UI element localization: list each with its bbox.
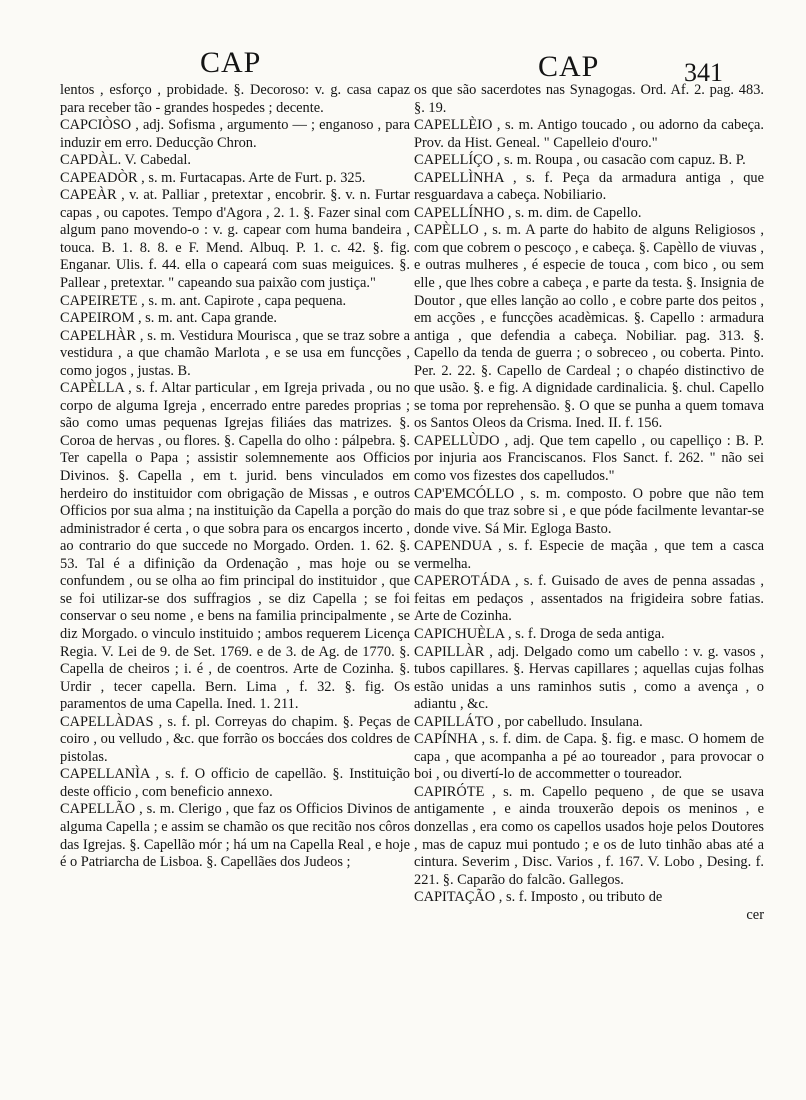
entry-paragraph: CAPCIÒSO , adj. Sofisma , argumento — ; enganoso , para induzir em erro. Deducção Chron. [60,117,410,151]
right-column [414,82,764,924]
catchword: cer [746,906,764,923]
entry-paragraph: CAPEIROM , s. m. ant. Capa grande. [60,310,278,327]
entry-paragraph: CAPICHUÈLA , s. f. Droga de seda antiga. [414,625,665,642]
entry-paragraph: CAPELLÃO , s. m. Clerigo , que faz os Officios Divinos de alguma Capella ; e assim se chamão os que recitão nos côros das Igrejas. §. Capellão mór ; há um na Capella Real , e hoje é o Patriarcha de Lisboa. §. Capellães dos Judeos ; [60,801,410,871]
entry-paragraph: CAPILLÀR , adj. Delgado como um cabello : v. g. vasos , tubos capillares. §. Hervas capillares ; aquellas cujas folhas estão unidas a uns raminhos sutis , como a avença , o adiantu , &c. [414,643,764,713]
left-column [60,82,410,872]
entry-paragraph: CAPELLÙDO , adj. Que tem capello , ou capelliço : B. P. por injuria aos Franciscanos. Flos Sanct. f. 262. " não sei como vos fizestes dos capelludos." [414,432,764,485]
entry-paragraph: CAPELLÌNHA , s. f. Peça da armadura antiga , que resguardava a cabeça. Nobiliario. [414,169,764,204]
entry-paragraph: CAPELHÀR , s. m. Vestidura Mourisca , que se traz sobre a vestidura , a que chamão Marlota , e se usa em funcções , como jogos , justas. B. [60,327,410,379]
entry-paragraph: CAPIRÓTE , s. m. Capello pequeno , de que se usava antigamente , e ainda trouxerão depois os meninos , e donzellas , era como os capellos usados hoje pelos Doutores , mas de capuz mui pontudo ; e os de luto tinhão abas até a cintura. Severim , Disc. Varios , f. 167. V. Lobo , Desing. f. 221. §. Caparão do falcão. Gallegos. [414,783,764,888]
entry-paragraph: lentos , esforço , probidade. §. Decoroso: v. g. casa capaz para receber tão - grandes hospedes ; decente. [60,82,410,116]
entry-paragraph: CAP'EMCÓLLO , s. m. composto. O pobre que não tem mais do que traz sobre si , e que póde facilmente levantar-se donde vive. Sá Mir. Egloga Basto. [414,485,764,537]
entry-paragraph: CAPÈLLO , s. m. A parte do habito de alguns Religiosos , com que cobrem o pescoço , e cabeça. §. Capèllo de viuvas , e outras mulheres , é especie de touca , com bico , ou sem elle , que lhes cobre a cabeça , e parte da testa. §. Insignia de Doutor , que elles lanção ao collo , e cobre parte dos peitos , em acções , e funcções acadèmicas. §. Capello : armadura antiga , que defendia a cabeça. Nobiliar. pag. 313. §. Capello da tenda de guerra ; o sobreceo , ou coberta. Pinto. Per. 2. 22. §. Capello de Cardeal ; o chapéo distinctivo de que usão. §. e fig. A dignidade cardinalicia. §. chul. Capello se toma por reprehensão. §. O que se punha a quem tomava os Santos Oleos da Crisma. Ined. II. f. 156. [414,222,764,432]
entry-paragraph: CAPITAÇÃO , s. f. Imposto , ou tributo de [414,889,663,906]
entry-paragraph: CAPILLÁTO , por cabelludo. Insulana. [414,713,643,730]
entry-paragraph: CAPEÀR , v. at. Palliar , pretextar , encobrir. §. v. n. Furtar capas , ou capotes. Tempo d'Agora , 2. 1. §. Fazer sinal com algum pano movendo-o : v. g. capear com huma bandeira , touca. B. 1. 8. 8. e F. Mend. Albuq. P. 1. c. 42. §. fig. Enganar. Ulis. f. 44. ella o capeará com suas meiguices. §. Pallear , pretextar. " capeando sua paixão com justiça." [60,187,410,292]
header-right-word: CAP [538,50,600,83]
header-left-word: CAP [200,46,262,79]
entry-paragraph: CAPELLÈIO , s. m. Antigo toucado , ou adorno da cabeça. Prov. da Hist. Geneal. " Capelleio d'ouro." [414,117,764,151]
entry-paragraph: CAPELLÍNHO , s. m. dim. de Capello. [414,204,642,221]
entry-paragraph: CAPELLÀDAS , s. f. pl. Correyas do chapim. §. Peças de coiro , ou velludo , &c. que forrão os boccáes dos coldres de pistolas. [60,713,410,765]
entry-paragraph: CAPDÀL. V. Cabedal. [60,152,191,169]
entry-paragraph: CAPENDUA , s. f. Especie de maçãa , que tem a casca vermelha. [414,538,764,572]
entry-paragraph: CAPEIRETE , s. m. ant. Capirote , capa pequena. [60,292,347,309]
entry-paragraph: CAPÍNHA , s. f. dim. de Capa. §. fig. e masc. O homem de capa , que acompanha a pé ao toureador , para provocar o boi , ou divertí-lo de accommetter o toureador. [414,731,764,783]
entry-paragraph: CAPEROTÁDA , s. f. Guisado de aves de penna assadas , feitas em pedaços , assentados na frigideira sobre fatias. Arte de Cozinha. [414,573,764,625]
page-number: 341 [684,58,723,87]
entry-paragraph: CAPÈLLA , s. f. Altar particular , em Igreja privada , ou no corpo de alguma Igreja , encerrado entre paredes proprias ; são como umas pequenas Igrejas filiáes das matrizes. §. Coroa de hervas , ou flores. §. Capella do olho : pálpebra. §. Ter capella o Papa ; assistir solemnemente aos Officios Divinos. §. Capella , em t. jurid. bens vinculados em herdeiro do instituidor com obrigação de Missas , e outros Officios por sua alma ; na instituição da Capella a porção do administrador é certa , o que sobra para os encargos incerto , ao contrario do que succede no Morgado. Orden. 1. 62. §. 53. Tal é a difinição da Ordenação , mas hoje ou se confundem , ou se olha ao fim principal do instituidor , que se foi utilizar-se dos suffragios , se diz Capella ; se foi conservar o seu nome , e bens na familia principalmente , se diz Morgado. o vinculo instituido ; ambos requerem Licença Regia. V. Lei de 9. de Set. 1769. e de 3. de Ag. de 1770. §. Capella de cheiros ; i. é , de coentros. Arte de Cozinha. §. Urdir , tecer capella. Bern. Lima , f. 32. §. fig. Os paramentos de uma Capella. Ined. 1. 211. [60,380,410,713]
entry-paragraph: os que são sacerdotes nas Synagogas. Ord. Af. 2. pag. 483. §. 19. [414,82,764,116]
entry-paragraph: CAPELLÍÇO , s. m. Roupa , ou casacão com capuz. B. P. [414,152,746,169]
entry-paragraph: CAPEADÒR , s. m. Furtacapas. Arte de Furt. p. 325. [60,169,366,186]
entry-paragraph: CAPELLANÌA , s. f. O officio de capellão. §. Instituição deste officio , com beneficio annexo. [60,766,410,800]
